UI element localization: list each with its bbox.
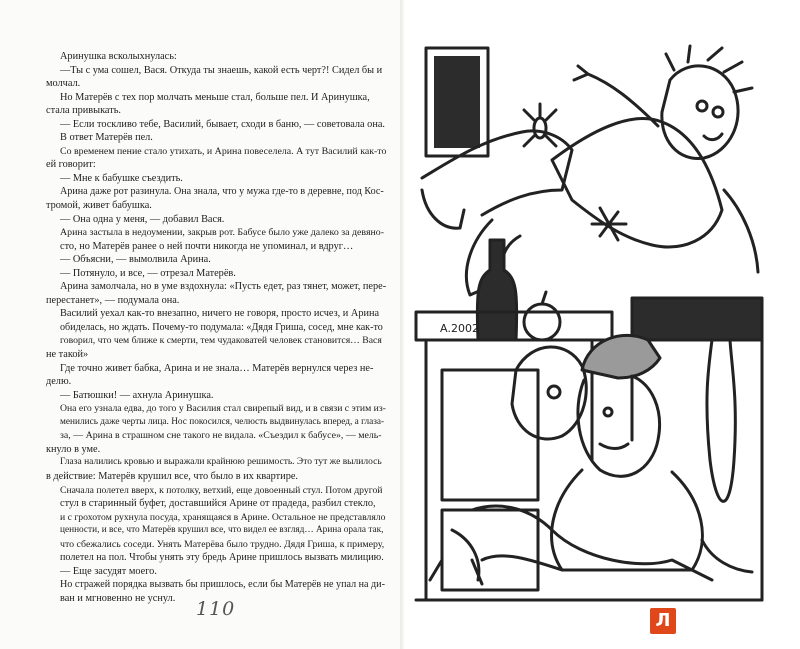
text-line: — Она одна у меня, — добавил Вася. bbox=[60, 213, 225, 225]
text-line: что сбежались соседи. Унять Матерёва было трудно. Дядя Гриша, к примеру, bbox=[60, 538, 385, 550]
text-line: менились даже черты лица. Нос покосился, челюсть выдвинулась вперед, а глаза- bbox=[60, 416, 385, 427]
apple bbox=[524, 304, 560, 340]
text-line: Глаза налились кровью и выражали крайнюю решимость. Это тут же вылилось bbox=[60, 457, 382, 468]
text-line: Со временем пение стало утихать, и Арина повеселела. А тут Василий как-то bbox=[60, 145, 387, 157]
text-line: — Еще засудят моего. bbox=[60, 565, 157, 577]
text-line: в действие: Матерёв крушил все, что было в их квартире. bbox=[46, 470, 298, 482]
text-line: Арина замолчала, но в уме вздохнула: «Пусть едет, раз тянет, может, пере- bbox=[60, 281, 387, 293]
text-line: —Ты с ума сошел, Вася. Откуда ты знаешь, какой есть черт?! Сидел бы и bbox=[60, 64, 383, 76]
text-line: стала привыкать. bbox=[46, 105, 122, 117]
insect-icon bbox=[534, 118, 546, 138]
text-line: Но Матерёв с тех пор молчать меньше стал, больше пел. И Аринушка, bbox=[60, 91, 370, 103]
text-line: Арина застыла в недоумении, закрыв рот. Бабусе было уже далеко за девяно- bbox=[60, 227, 385, 239]
text-line: тромой, живет бабушка. bbox=[46, 200, 152, 212]
bottle bbox=[477, 240, 516, 340]
text-line: перестанет», — подумала она. bbox=[46, 294, 180, 306]
man-with-cap bbox=[582, 335, 660, 378]
artist-signature: А.2002 bbox=[440, 322, 480, 335]
text-line: кнуло в уме. bbox=[46, 443, 101, 455]
illustration bbox=[412, 40, 764, 606]
flying-man-body bbox=[552, 118, 722, 246]
text-line: стул в старинный буфет, доставшийся Арине от прадеда, разбил стекло, bbox=[60, 498, 376, 510]
text-line: ценности, и все, что Матерёв крушил все, что видел ее взгляд… Арина орала так, bbox=[60, 525, 384, 536]
text-line: полетел на пол. Чтобы унять эту бредь Арине пришлось вызвать милицию. bbox=[60, 552, 384, 564]
text-line: говорил, что чем ближе к смерти, тем чудаковатей человек становится… Вася bbox=[60, 335, 382, 347]
text-line: Но стражей порядка вызвать бы пришлось, если бы Матерёв не упал на ди- bbox=[60, 579, 385, 591]
text-line: обиделась, но ждать. Почему-то подумала: «Дядя Гриша, сосед, мне как-то bbox=[60, 321, 383, 333]
text-line: — Если тоскливо тебе, Василий, бывает, сходи в баню, — советовала она. bbox=[60, 118, 385, 130]
body-text bbox=[46, 50, 386, 605]
text-line: за, — Арина в страшном сне такого не видала. «Съездил к бабусе», — мель- bbox=[60, 430, 382, 442]
text-line: — Батюшки! — ахнула Аринушка. bbox=[60, 389, 214, 401]
text-line: Василий уехал как-то внезапно, ничего не говоря, просто исчез, и Арина bbox=[60, 308, 380, 320]
page-number: 110 bbox=[196, 598, 236, 620]
text-line: В ответ Матерёв пел. bbox=[60, 132, 153, 144]
text-line: молчал. bbox=[46, 78, 81, 90]
text-line: Она его узнала едва, до того у Василия стал свирепый вид, и в связи с этим из- bbox=[60, 403, 386, 415]
text-line: не такой» bbox=[46, 349, 89, 361]
text-line: и с грохотом рухнула посуда, хранящаяся в Арине. Остальное не представляло bbox=[60, 511, 386, 523]
text-line: ван и мгновенно не уснул. bbox=[60, 592, 176, 604]
text-line: — Потянуло, и все, — отрезал Матерёв. bbox=[60, 267, 236, 279]
text-line: — Мне к бабушке съездить. bbox=[60, 172, 183, 184]
text-line: Аринушка всколыхнулась: bbox=[60, 51, 177, 62]
flying-man-head bbox=[662, 66, 738, 159]
text-line: Где точно живет бабка, Арина и не знала… Матерёв вернулся через не- bbox=[60, 362, 374, 374]
text-line: Сначала полетел вверх, к потолку, ветхий, еще довоенный стул. Потом другой bbox=[60, 484, 383, 496]
figure-silhouette bbox=[707, 340, 735, 501]
text-line: Арина даже рот разинула. Она знала, что у мужа где-то в деревне, под Кос- bbox=[60, 186, 384, 198]
text-line: — Объясни, — вымолвила Арина. bbox=[60, 254, 211, 266]
publisher-logo: Л bbox=[650, 608, 676, 634]
text-line: ей говорит: bbox=[46, 159, 96, 171]
text-line: делю. bbox=[46, 376, 72, 388]
text-line: сто, но Матерёв ранее о ней почти никогда не упоминал, и вдруг… bbox=[60, 240, 354, 252]
